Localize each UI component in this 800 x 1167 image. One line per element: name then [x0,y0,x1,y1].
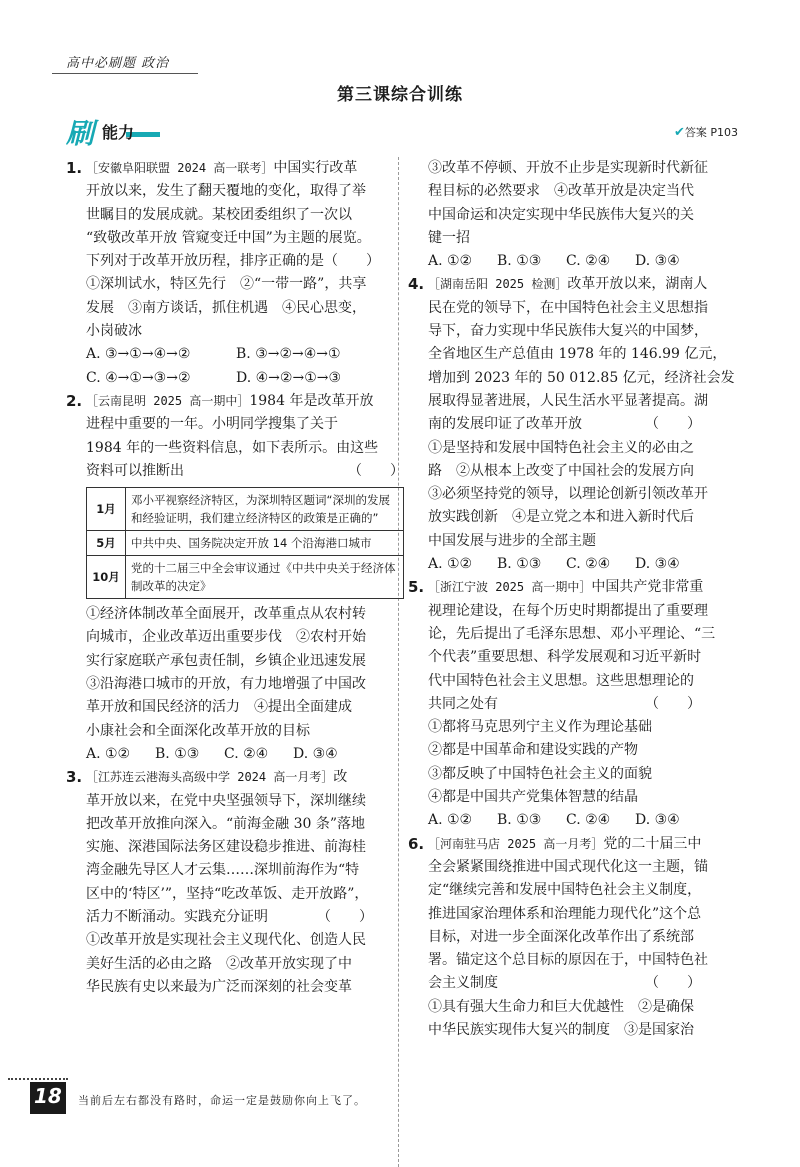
question-text: 实行家庭联产承包责任制，乡镇企业迅速发展 [86,652,366,669]
question-text: 视理论建设，在每个历史时期都提出了重要理 [428,602,708,619]
options-row [66,743,404,766]
question-text: ①都将马克思列宁主义作为理论基础 [428,719,652,736]
question-text: 革开放和国民经济的活力 ④提出全面建成 [86,699,352,716]
question-text: 党的二十届三中 [603,835,702,852]
question-text: 小岗破冰 [86,323,142,340]
question-source: ［浙江宁波 2025 高一期中］ [428,580,592,595]
footer-dots [8,1078,68,1080]
question-text: 革开放以来，在党中央坚强领导下，深圳继续 [86,792,366,809]
question-text: “致敬改革开放 管窥变迁中国”为主题的展览。 [86,229,371,246]
question-text: 向城市，企业改革迈出重要步伐 ②农村开始 [86,629,366,646]
question-text: 活力不断涌动。实践充分证明 （ ） [86,909,373,926]
question-text: 湾金融先导区人才云集……深圳前海作为“特 [86,862,360,879]
question-text: 中国命运和决定实现中华民族伟大复兴的关 [428,206,694,223]
question-number: 2. [66,391,83,410]
table-row [87,556,404,599]
question-text: 进程中重要的一年。小明同学搜集了关于 [86,416,338,433]
question-text: ②都是中国革命和建设实践的产物 [428,742,638,759]
question-text: ①改革开放是实现社会主义现代化、创造人民 [86,932,366,949]
table-month: 10月 [87,556,126,599]
option-d[interactable]: D. ③④ [635,812,680,829]
left-column [66,157,404,999]
question-text: 中国实行改革 [273,160,358,176]
question-text: 发展 ③南方谈话，抓住机遇 ④民心思变， [86,299,366,316]
question-text: ③都反映了中国特色社会主义的面貌 [428,765,652,782]
question-text: 程目标的必然要求 ④改革开放是决定当代 [428,183,694,200]
question-text: ③改革不停顿、开放不止步是实现新时代新征 [428,160,708,176]
option-b[interactable]: B. ③→②→④→① [236,346,341,363]
question-text: 键一招 [428,229,470,246]
question-source: ［湖南岳阳 2025 检测］ [428,277,568,292]
question-text: 南的发展印证了改革开放 （ ） [428,416,701,433]
option-b[interactable]: B. ①③ [497,812,542,829]
question-4 [408,273,746,296]
question-text: 区中的‘特区’”，坚持“吃改革饭、走开放路”， [86,885,369,902]
question-text: 开放以来，发生了翻天覆地的变化，取得了举 [86,183,366,200]
question-text: 放实践创新 ④是立党之本和进入新时代后 [428,509,694,526]
table-event: 邓小平视察经济特区，为深圳特区题词“深圳的发展和经验证明，我们建立经济特区的政策是正确的” [126,488,404,531]
option-b[interactable]: B. ①③ [497,556,542,573]
question-text: ①深圳试水，特区先行 ②“一带一路”，共享 [86,276,367,293]
option-b[interactable]: B. ①③ [155,745,200,762]
question-text: ①经济体制改革全面展开，改革重点从农村转 [86,606,366,623]
answer-reference [674,124,738,140]
question-text: 定“继续完善和发展中国特色社会主义制度， [428,882,702,899]
question-text: 导下，奋力实现中华民族伟大复兴的中国梦， [428,323,708,340]
question-text: 署。锚定这个总目标的原因在于，中国特色社 [428,952,708,969]
question-text: 世瞩目的发展成就。某校团委组织了一次以 [86,206,352,223]
question-text: 代中国特色社会主义思想。这些思想理论的 [428,672,694,689]
question-text: 小康社会和全面深化改革开放的目标 [86,722,310,739]
question-text: 民在党的领导下，在中国特色社会主义思想指 [428,299,708,316]
question-text: 1984 年的一些资料信息，如下表所示。由这些 [86,439,379,456]
answer-page-label: 答案 P103 [684,126,738,139]
option-a[interactable]: A. ①② [428,812,473,829]
question-text: 全会紧紧围绕推进中国式现代化这一主题，锚 [428,858,708,875]
question-text: ①具有强大生命力和巨大优越性 ②是确保 [428,998,694,1015]
checkmark-icon: ✔ [673,125,685,140]
question-text: 把改革开放推向深入。“前海金融 30 条”落地 [86,815,366,832]
question-2 [66,390,404,413]
question-source: ［江苏连云港海头高级中学 2024 高一月考］ [86,770,334,785]
question-text: 全省地区生产总值由 1978 年的 146.99 亿元， [428,346,727,363]
question-text: 推进国家治理体系和治理能力现代化”这个总 [428,905,702,922]
table-row [87,531,404,556]
question-5 [408,576,746,599]
question-text: 增加到 2023 年的 50 012.85 亿元，经济社会发 [428,369,735,386]
question-text: 会主义制度 （ ） [428,975,701,992]
question-text: 下列对于改革开放历程，排序正确的是（ ） [86,253,380,270]
question-text: 论，先后提出了毛泽东思想、邓小平理论、“三 [428,625,716,642]
table-event: 党的十二届三中全会审议通过《中共中央关于经济体制改革的决定》 [126,556,404,599]
option-c[interactable]: C. ②④ [224,745,269,762]
table-event: 中共中央、国务院决定开放 14 个沿海港口城市 [126,531,404,556]
info-table [86,487,404,599]
question-text: ③必须坚持党的领导，以理论创新引领改革开 [428,486,708,503]
question-number: 6. [408,834,425,853]
option-c[interactable]: C. ②④ [566,556,611,573]
question-1 [66,157,404,180]
right-column [408,157,746,1042]
table-month: 1月 [87,488,126,531]
question-text: 中国发展与进步的全部主题 [428,532,596,549]
question-text: ①是坚持和发展中国特色社会主义的必由之 [428,439,694,456]
question-number: 5. [408,578,425,597]
question-number: 3. [66,768,83,787]
options-row [66,343,404,366]
question-source: ［河南驻马店 2025 高一月考］ [428,836,604,851]
option-a[interactable]: A. ①② [428,253,473,270]
options-row [408,809,746,832]
book-series-title: 高中必刷题 政治 [66,56,170,71]
question-3 [66,766,404,789]
question-text: 个代表”重要思想、科学发展观和习近平新时 [428,649,702,666]
question-text: ④都是中国共产党集体智慧的结晶 [428,789,638,806]
logo-neng: 能力 [102,123,135,142]
question-text: ③沿海港口城市的开放，有力地增强了中国改 [86,676,366,693]
answer-paren: （ ） [348,462,404,479]
question-text: 改 [333,769,348,786]
options-row [408,553,746,576]
question-text: 实施、深港国际法务区建设稳步推进、前海桂 [86,839,366,856]
question-source: ［云南昆明 2025 高一期中］ [86,393,250,408]
option-c[interactable]: C. ②④ [566,812,611,829]
option-b[interactable]: B. ①③ [497,253,542,270]
options-row [66,367,404,390]
question-number: 1. [66,159,83,177]
question-source: ［安徽阜阳联盟 2024 高一联考］ [86,161,274,175]
question-text [66,460,404,483]
option-d[interactable]: D. ③④ [635,556,680,573]
page-number: 18 [34,1084,62,1108]
question-text: 美好生活的必由之路 ②改革开放实现了中 [86,955,352,972]
option-c[interactable]: C. ④→①→③→② [86,369,191,386]
footer-motto: 当前后左右都没有路时，命运一定是鼓励你向上飞了。 [78,1094,366,1107]
logo-shua: 刷 [66,117,95,150]
option-a[interactable]: A. ③→①→④→② [86,346,191,363]
header-underline [52,73,198,74]
question-text: 共同之处有 （ ） [428,695,701,712]
options-row [408,250,746,273]
question-text: 目标，对进一步全面深化改革作出了系统部 [428,928,694,945]
section-logo [66,110,176,148]
table-row [87,488,404,531]
question-6 [408,833,746,856]
question-text: 1984 年是改革开放 [249,392,374,409]
option-d[interactable]: D. ③④ [635,253,680,270]
question-text: 资料可以推断出 [86,462,184,479]
option-a[interactable]: A. ①② [86,745,131,762]
question-text: 改革开放以来，湖南人 [567,276,708,293]
option-d[interactable]: D. ④→②→①→③ [236,369,342,386]
question-text: 中华民族实现伟大复兴的制度 ③是国家治 [428,1021,694,1038]
table-month: 5月 [87,531,126,556]
question-number: 4. [408,275,425,294]
option-d[interactable]: D. ③④ [293,745,338,762]
question-text: 中国共产党非常重 [591,579,704,596]
question-text: 华民族有史以来最为广泛而深刻的社会变革 [86,978,352,995]
question-text: 展取得显著进展，人民生活水平显著提高。湖 [428,392,708,409]
page-title: 第三课综合训练 [337,85,463,105]
option-a[interactable]: A. ①② [428,556,473,573]
option-c[interactable]: C. ②④ [566,253,611,270]
question-text: 路 ②从根本上改变了中国社会的发展方向 [428,462,694,479]
